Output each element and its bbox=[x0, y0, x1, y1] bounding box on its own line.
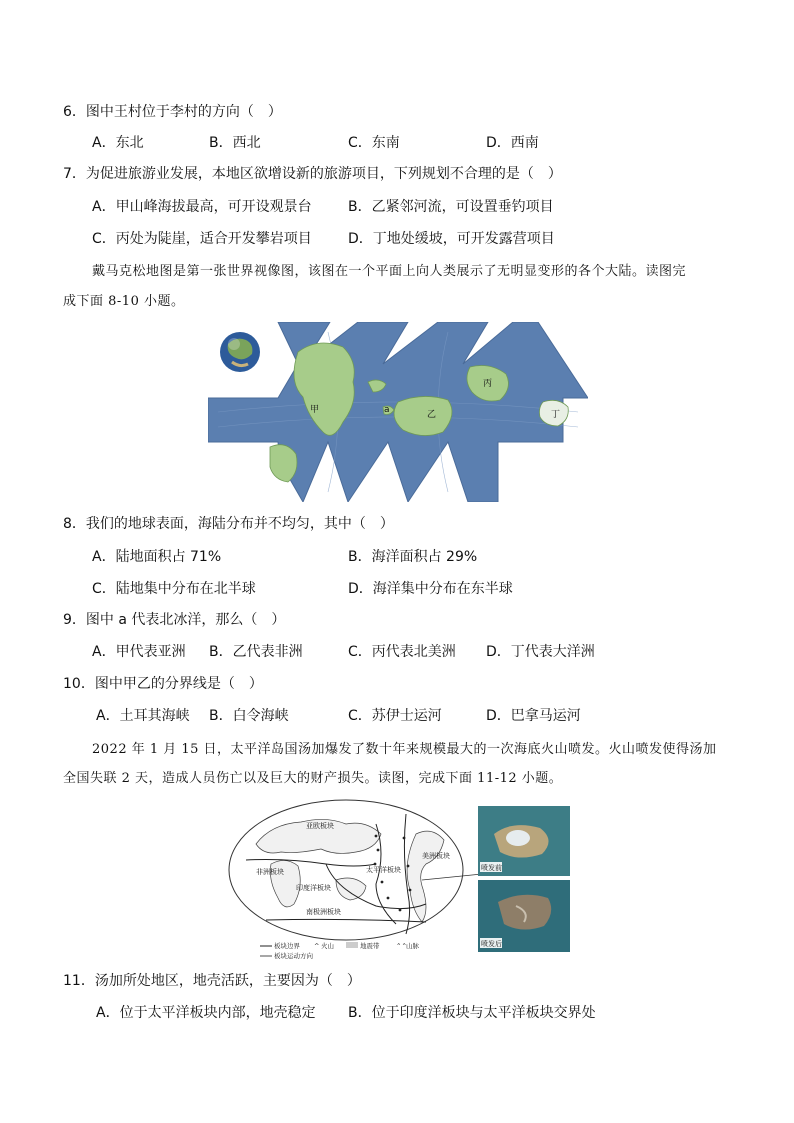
continent-southwest bbox=[270, 445, 297, 482]
label-bing: 丙 bbox=[483, 379, 493, 389]
intro2-line1: 2022 年 1 月 15 日，太平洋岛国汤加爆发了数十年来规模最大的一次海底火山喷发。火山喷发使得汤加 bbox=[92, 742, 717, 757]
q10-option-d: D．巴拿马运河 bbox=[486, 708, 581, 724]
legend-plate-boundary: 板块边界 bbox=[274, 942, 300, 950]
q10-stem: 10．图中甲乙的分界线是（ ） bbox=[63, 676, 263, 692]
dymaxion-map-svg bbox=[208, 322, 588, 502]
plate-map-svg bbox=[226, 794, 572, 962]
q8-stem: 8．我们的地球表面，海陆分布并不均匀，其中（ ） bbox=[63, 516, 394, 532]
q9-option-a: A．甲代表亚洲 bbox=[92, 644, 186, 660]
q9-option-b: B．乙代表非洲 bbox=[209, 644, 303, 660]
q10-option-c: C．苏伊士运河 bbox=[348, 708, 442, 724]
plate-label-indian: 印度洋板块 bbox=[296, 884, 331, 892]
intro1-line2: 成下面 8-10 小题。 bbox=[63, 294, 185, 309]
q8-option-b: B．海洋面积占 29% bbox=[348, 549, 478, 565]
plate-label-american: 美洲板块 bbox=[422, 852, 450, 860]
q8-option-a: A．陆地面积占 71% bbox=[92, 549, 222, 565]
label-ding: 丁 bbox=[551, 410, 561, 420]
q7-option-d: D．丁地处缓坡，可开发露营项目 bbox=[348, 231, 555, 247]
legend-mountain: 山脉 bbox=[406, 942, 419, 950]
q7-option-c: C．丙处为陡崖，适合开发攀岩项目 bbox=[92, 231, 312, 247]
q7-option-a: A．甲山峰海拔最高，可开设观景台 bbox=[92, 199, 312, 215]
q10-option-b: B．白令海峡 bbox=[209, 708, 289, 724]
q8-option-d: D．海洋集中分布在东半球 bbox=[348, 581, 513, 597]
q6-option-d: D．西南 bbox=[486, 135, 539, 151]
q7-option-b: B．乙紧邻河流，可设置垂钓项目 bbox=[348, 199, 554, 215]
intro2-line2: 全国失联 2 天，造成人员伤亡以及巨大的财产损失。读图，完成下面 11-12 小题。 bbox=[63, 771, 563, 786]
legend-seismic-swatch bbox=[346, 942, 358, 948]
photo-label-after: 喷发后 bbox=[481, 940, 502, 948]
q6-option-c: C．东南 bbox=[348, 135, 400, 151]
q9-stem: 9．图中 a 代表北冰洋，那么（ ） bbox=[63, 612, 286, 628]
label-jia: 甲 bbox=[310, 405, 320, 415]
plate-map-legend bbox=[260, 941, 420, 960]
q6-stem: 6．图中王村位于李村的方向（ ） bbox=[63, 104, 282, 120]
plate-label-pacific: 太平洋板块 bbox=[366, 866, 401, 874]
legend-seismic-belt: 地震带 bbox=[360, 942, 380, 950]
q11-option-b: B．位于印度洋板块与太平洋板块交界处 bbox=[348, 1005, 596, 1021]
q9-option-d: D．丁代表大洋洲 bbox=[486, 644, 595, 660]
satellite-photo-before bbox=[478, 806, 570, 876]
q10-option-a: A．土耳其海峡 bbox=[96, 708, 190, 724]
q9-option-c: C．丙代表北美洲 bbox=[348, 644, 456, 660]
dymaxion-map-figure bbox=[208, 322, 588, 502]
q11-stem: 11．汤加所处地区，地壳活跃，主要因为（ ） bbox=[63, 973, 361, 989]
q11-option-a: A．位于太平洋板块内部，地壳稳定 bbox=[96, 1005, 316, 1021]
plate-label-african: 非洲板块 bbox=[256, 868, 284, 876]
satellite-photo-after bbox=[478, 880, 570, 952]
label-yi: 乙 bbox=[427, 410, 437, 420]
legend-volcano-symbol: ^ bbox=[314, 942, 320, 950]
plate-map-figure bbox=[226, 794, 572, 962]
legend-plate-motion: 板块运动方向 bbox=[274, 952, 313, 960]
q6-option-a: A．东北 bbox=[92, 135, 144, 151]
q6-option-b: B．西北 bbox=[209, 135, 261, 151]
q8-option-c: C．陆地集中分布在北半球 bbox=[92, 581, 256, 597]
continent-yi bbox=[394, 396, 452, 435]
plate-label-antarctic: 南极洲板块 bbox=[306, 908, 341, 916]
photo-label-before: 喷发前 bbox=[481, 864, 502, 872]
label-a: a bbox=[384, 405, 390, 415]
legend-mountain-symbol: ⌃⌃ bbox=[396, 942, 407, 950]
plate-label-eurasian: 亚欧板块 bbox=[306, 822, 334, 830]
intro1-line1: 戴马克松地图是第一张世界视像图，该图在一个平面上向人类展示了无明显变形的各个大陆。读图完 bbox=[92, 264, 687, 279]
globe-icon bbox=[220, 332, 260, 372]
q7-stem: 7．为促进旅游业发展，本地区欲增设新的旅游项目，下列规划不合理的是（ ） bbox=[63, 166, 562, 182]
legend-volcano: 火山 bbox=[321, 942, 334, 950]
